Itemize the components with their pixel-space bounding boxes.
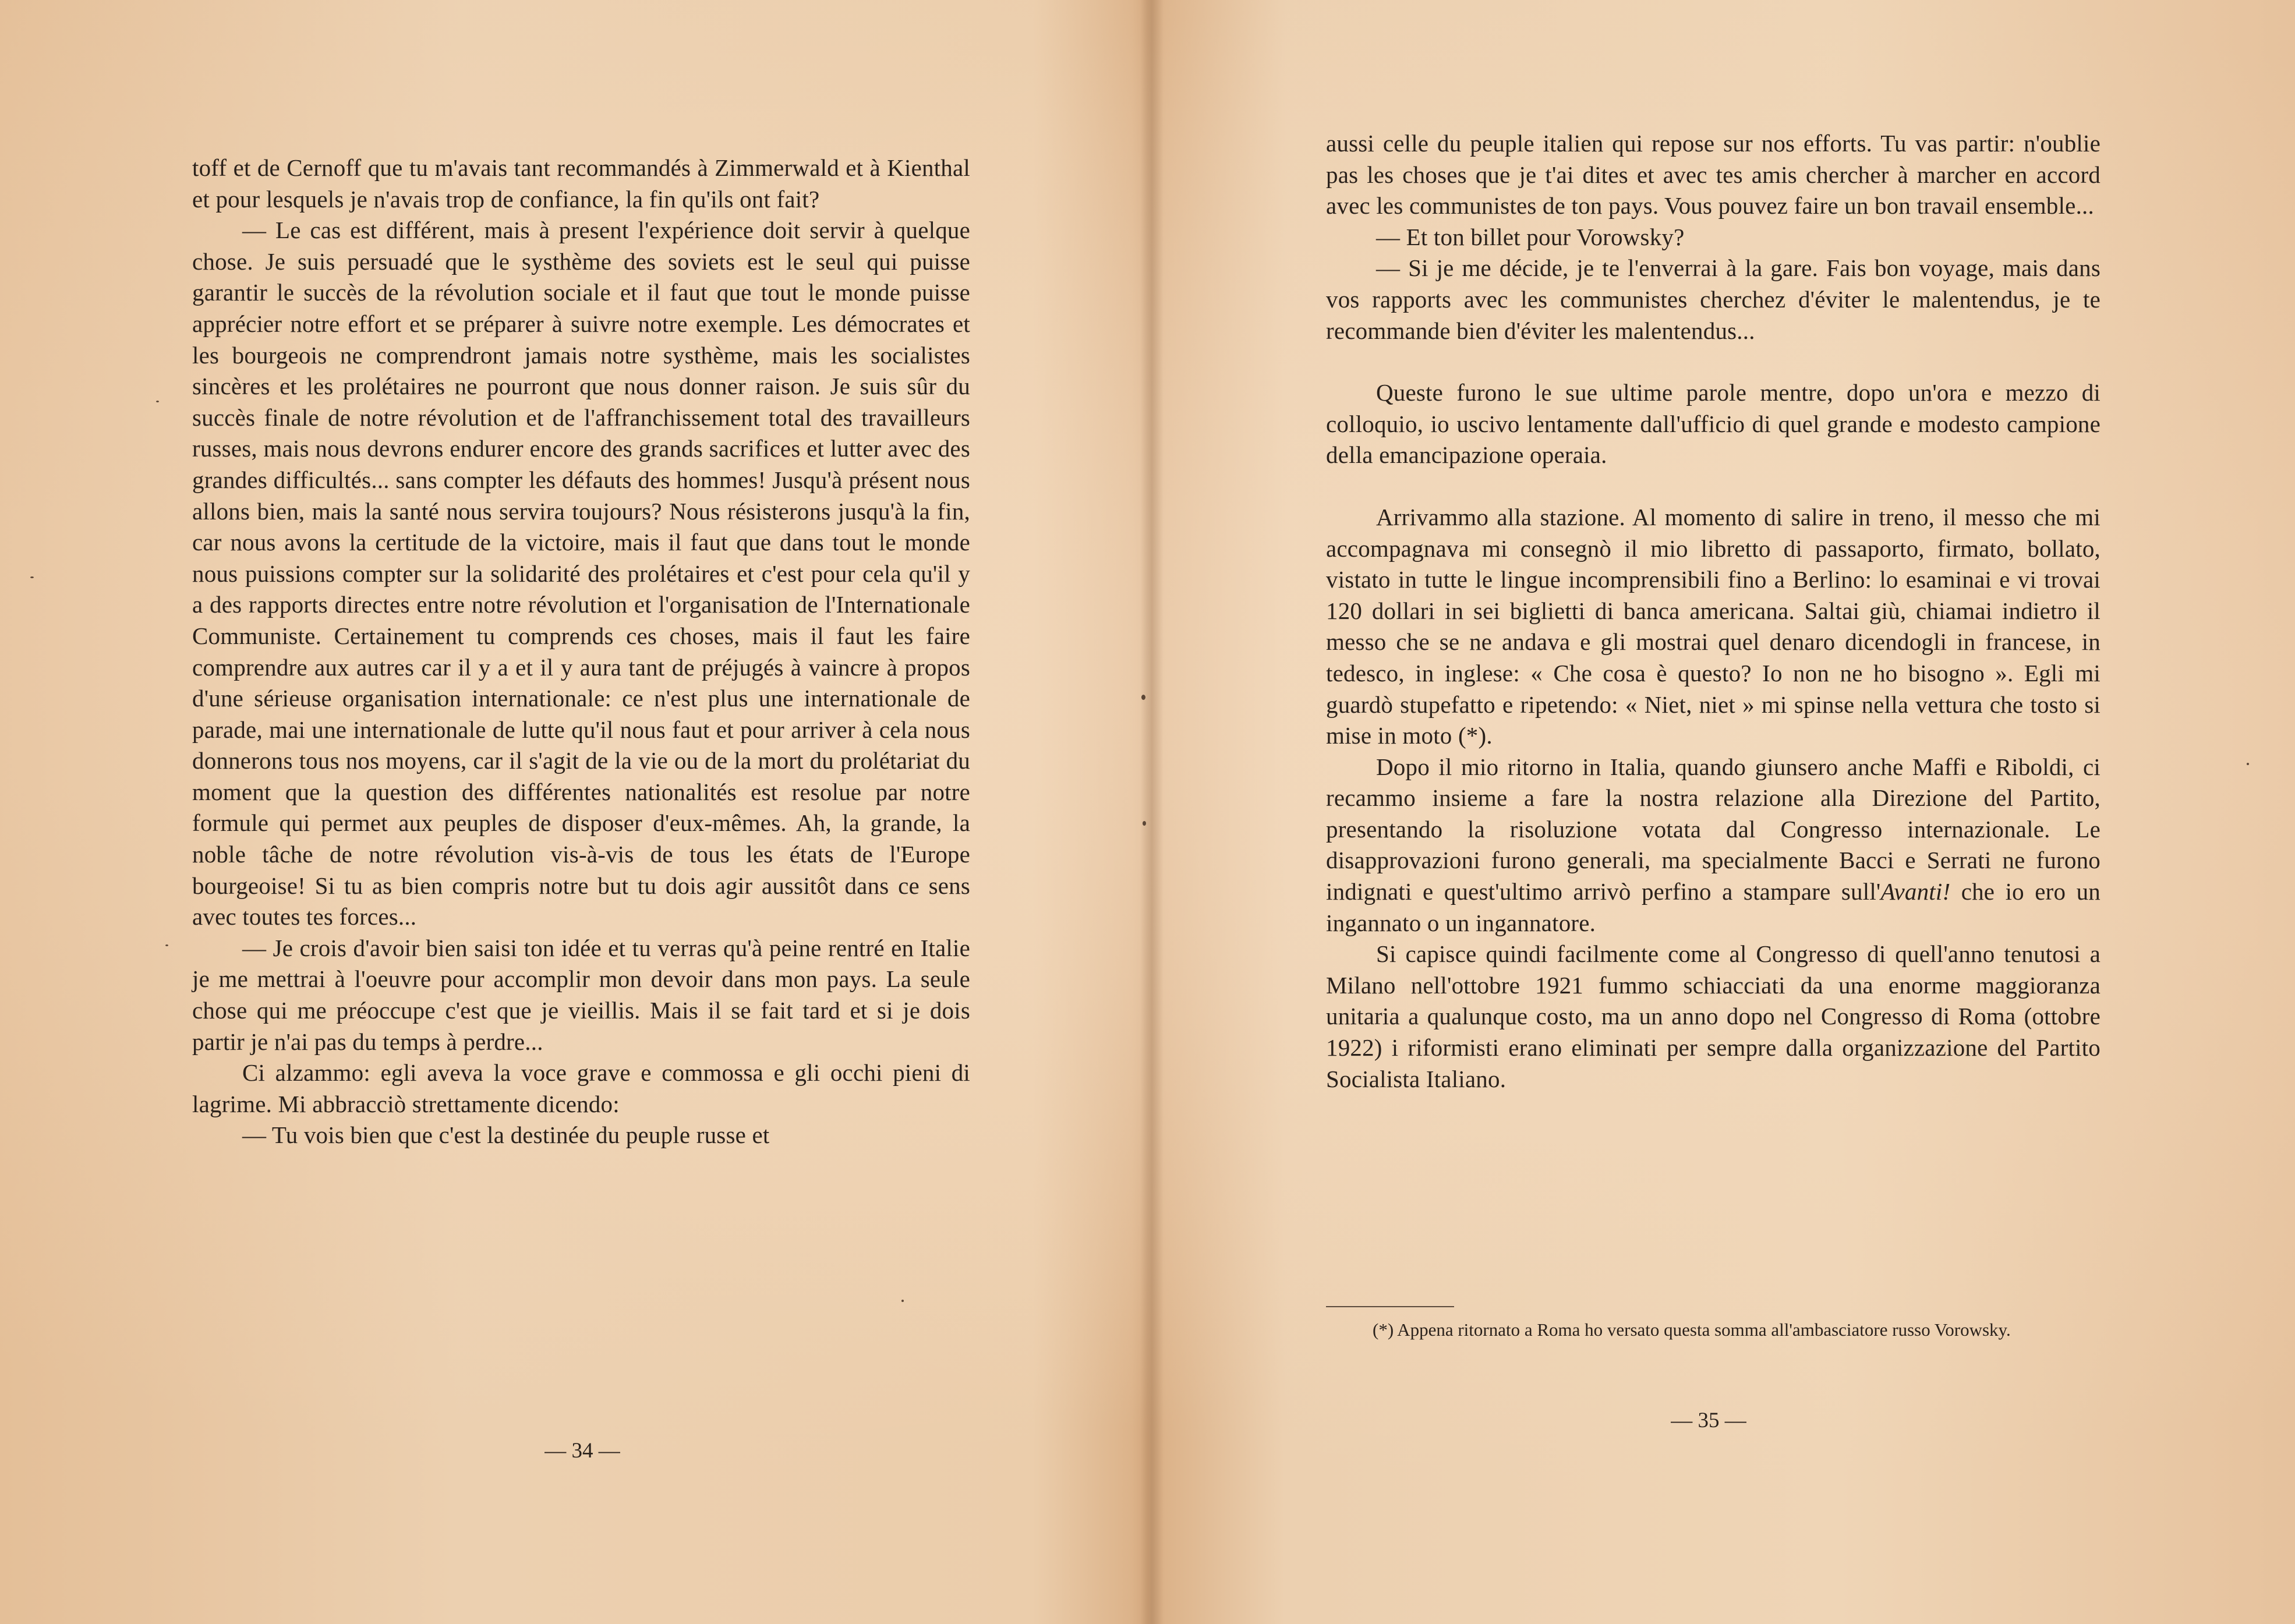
paragraph: — Le cas est différent, mais à present l'expérience doit servir à quelque chose. Je suis persuadé que le systhème des soviets est le seul qui puisse garantir le succès de la révolution sociale et il faut que tout le monde puisse apprécier notre effort et se préparer à suivre notre exemple. Les démocrates et les bourgeois ne comprendront jamais notre systhème, mais les socialistes sincères et les prolétaires ne pourront que nous donner raison. Je suis sûr du succès finale de notre révolution et de l'affranchissement total des travailleurs russes, mais nous devrons endurer encore des grands sacrifices et lutter avec des grandes difficultés... sans compter les défauts des hommes! Jusqu'à présent nous allons bien, mais la santé nous servira toujours? Nous résisterons jusqu'à la fin, car nous avons la certitude de la victoire, mais il faut que dans tout le monde nous puissions compter sur la solidarité des prolétaires et c'est pour cela qu'il y a des rapports directes entre notre révolution et l'organisation de l'Internationale Communiste. Certainement tu comprends ces choses, mais il faut les faire comprendre aux autres car il y a et il y aura tant de préjugés à vaincre à propos d'une sérieuse organisation internationale: ce n'est plus une internationale de parade, mai une internationale de lutte qu'il nous faut et pour arriver à cela nous donnerons tous nos moyens, car il s'agit de la vie ou de la mort du prolétariat du moment que la question des différentes nationalités est resolue par notre formule qui permet aux peuples de disposer d'eux-mêmes. Ah, la grande, la noble tâche de notre révolution vis-à-vis de tous les états de l'Europe bourgeoise! Si tu as bien compris notre but tu dois agir aussitôt dans ce sens avec toutes tes forces... [192, 217, 970, 930]
right-page [1159, 0, 2295, 1624]
paragraph: toff et de Cernoff que tu m'avais tant recommandés à Zimmerwald et à Kienthal et pour lesquels je n'avais trop de confiance, la fin qu'ils ont fait? [192, 154, 970, 213]
left-page [0, 0, 1144, 1624]
paragraph: — Si je me décide, je te l'enverrai à la gare. Fais bon voyage, mais dans vos rapports avec les communistes cherchez d'éviter le malentendus, je te recommande bien d'éviter les malentendus... [1326, 254, 2100, 344]
paragraph-text: Dopo il mio ritorno in Italia, quando giunsero anche Maffi e Riboldi, ci recammo insieme a fare la nostra relazione alla Direzione del Partito, presentando la risoluzione votata dal Congresso internazionale. Le disapprovazioni furono generali, ma specialmente Bacci e Serrati ne furono indignati e quest'ultimo arrivò perfino a stampare sull' [1326, 753, 2100, 905]
paragraph: Si capisce quindi facilmente come al Congresso di quell'anno tenutosi a Milano nell'ottobre 1921 fummo schiacciati da una enorme maggioranza unitaria a qualunque costo, ma un anno dopo nel Congresso di Roma (ottobre 1922) i riformisti erano eliminati per sempre dalla organizzazione del Partito Socialista Italiano. [1326, 940, 2100, 1092]
paragraph: Arrivammo alla stazione. Al momento di salire in treno, il messo che mi accompagnava mi consegnò il mio libretto di passaporto, firmato, bollato, vistato in tutte le lingue incomprensibili fino a Berlino: lo esaminai e vi trovai 120 dollari in sei biglietti di banca americana. Saltai giù, chiamai indietro il messo che se ne andava e gli mostrai quel denaro dicendogli in francese, in tedesco, in inglese: « Che cosa è questo? Io non ne ho bisogno ». Egli mi guardò stupefatto e ripetendo: « Niet, niet » mi spinse nella vettura che tosto si mise in moto (*). [1326, 503, 2100, 749]
newspaper-title: Avanti! [1880, 878, 1951, 905]
paragraph-text: che io ero un ingannato o un ingannatore. [1326, 878, 2100, 936]
paragraph: aussi celle du peuple italien qui repose sur nos efforts. Tu vas partir: n'oublie pas les choses que je t'ai dites et avec tes amis chercher à marcher en accord avec les communistes de ton pays. Vous pouvez faire un bon travail ensemble... [1326, 130, 2100, 220]
right-page-text [1326, 128, 2100, 1095]
footnote-rule [1326, 1306, 1454, 1307]
paragraph: — Et ton billet pour Vorowsky? [1376, 223, 1685, 250]
page-number: — 35 — [1671, 1409, 1746, 1432]
paragraph: — Je crois d'avoir bien saisi ton idée et tu verras qu'à peine rentré en Italie je me mettrai à l'oeuvre pour accomplir mon devoir dans mon pays. La seule chose qui me préoccupe c'est que je vieillis. Mais il se fait tard et si je dois partir je n'ai pas du temps à perdre... [192, 934, 970, 1055]
paragraph: Ci alzammo: egli aveva la voce grave e commossa e gli occhi pieni di lagrime. Mi abbracciò strettamente dicendo: [192, 1059, 970, 1117]
footnote: (*) Appena ritornato a Roma ho versato questa somma all'ambasciatore russo Vorowsky. [1373, 1319, 2011, 1340]
paragraph: Queste furono le sue ultime parole mentre, dopo un'ora e mezzo di colloquio, io uscivo lentamente dall'ufficio di quel grande e modesto campione della emancipazione operaia. [1326, 379, 2100, 469]
page-number: — 34 — [544, 1439, 620, 1463]
left-page-text [192, 153, 970, 1151]
paragraph: — Tu vois bien que c'est la destinée du peuple russe et [242, 1121, 770, 1149]
paragraph [1326, 752, 2100, 939]
